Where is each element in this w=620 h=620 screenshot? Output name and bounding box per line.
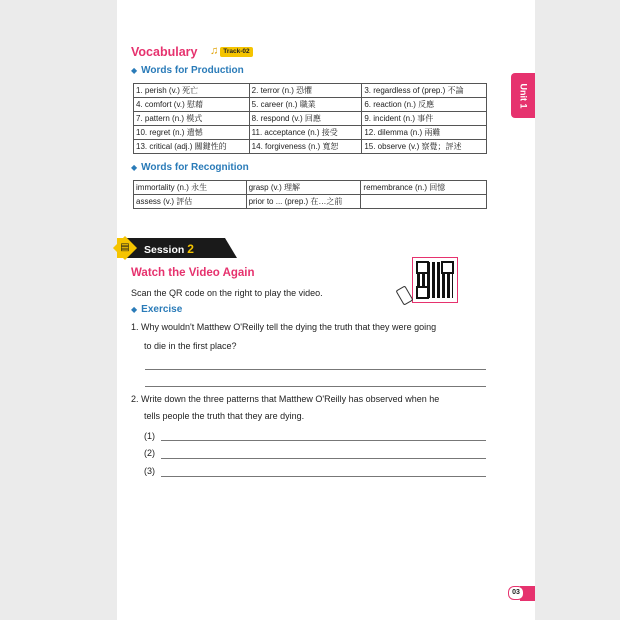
table-cell: 5. career (n.) 職業 [249, 98, 362, 112]
exercise-heading [131, 304, 182, 315]
table-cell [361, 195, 487, 209]
answer-item-label: (1) [144, 431, 155, 441]
question-1-line-2: to die in the first place? [144, 341, 237, 351]
track-label: Track-02 [220, 47, 252, 57]
answer-line[interactable] [161, 476, 486, 477]
table-cell: 14. forgiveness (n.) 寬恕 [249, 140, 362, 154]
vocabulary-title: Vocabulary [131, 45, 198, 59]
session-label [144, 242, 194, 256]
recognition-heading [131, 162, 249, 173]
session-number: 2 [187, 242, 194, 256]
table-row [134, 98, 487, 112]
watch-title: Watch the Video Again [131, 267, 255, 279]
diamond-icon: ◆ [131, 66, 138, 75]
table-row [134, 181, 487, 195]
table-row [134, 126, 487, 140]
track-badge[interactable] [210, 46, 253, 57]
unit-tab [511, 73, 535, 118]
page-number: 03 [508, 586, 524, 600]
table-cell: 7. pattern (n.) 模式 [134, 112, 250, 126]
answer-item-label: (3) [144, 466, 155, 476]
watch-instruction: Scan the QR code on the right to play the video. [131, 288, 323, 298]
question-2-line-1: 2. Write down the three patterns that Matthew O'Reilly has observed when he [131, 394, 440, 404]
table-cell: 3. regardless of (prep.) 不論 [362, 84, 487, 98]
table-cell: 1. perish (v.) 死亡 [134, 84, 250, 98]
answer-line[interactable] [145, 369, 486, 370]
exercise-heading-text: Exercise [141, 304, 183, 315]
music-note-icon: ♫ [210, 45, 219, 57]
table-cell: 6. reaction (n.) 反應 [362, 98, 487, 112]
production-heading-text: Words for Production [141, 65, 244, 76]
diamond-icon: ◆ [131, 305, 138, 314]
answer-line[interactable] [161, 440, 486, 441]
qr-corner-icon [416, 286, 429, 299]
table-cell: 2. terror (n.) 恐懼 [249, 84, 362, 98]
table-cell: assess (v.) 評估 [134, 195, 247, 209]
answer-item-label: (2) [144, 448, 155, 458]
table-cell: 12. dilemma (n.) 兩難 [362, 126, 487, 140]
table-row [134, 112, 487, 126]
table-cell: 13. critical (adj.) 關鍵性的 [134, 140, 250, 154]
production-heading [131, 65, 244, 76]
table-cell: 15. observe (v.) 察覺；評述 [362, 140, 487, 154]
qr-corner-icon [441, 261, 454, 274]
table-cell: prior to ... (prep.) 在…之前 [246, 195, 361, 209]
table-row [134, 195, 487, 209]
answer-line[interactable] [161, 458, 486, 459]
answer-line[interactable] [145, 386, 486, 387]
table-cell: 9. incident (n.) 事件 [362, 112, 487, 126]
table-cell: grasp (v.) 理解 [246, 181, 361, 195]
notebook-icon: ▤ [120, 242, 130, 253]
table-cell: remembrance (n.) 回憶 [361, 181, 487, 195]
table-cell: 10. regret (n.) 遺憾 [134, 126, 250, 140]
diamond-icon: ◆ [131, 163, 138, 172]
table-cell: 4. comfort (v.) 慰藉 [134, 98, 250, 112]
question-1-line-1: 1. Why wouldn't Matthew O'Reilly tell the dying the truth that they were going [131, 322, 437, 332]
table-cell: immortality (n.) 永生 [134, 181, 247, 195]
table-row [134, 140, 487, 154]
table-cell: 8. respond (v.) 回應 [249, 112, 362, 126]
unit-tab-label: Unit 1 [518, 82, 529, 109]
recognition-table [133, 180, 487, 209]
recognition-heading-text: Words for Recognition [141, 162, 249, 173]
table-row [134, 84, 487, 98]
session-word: Session [144, 244, 185, 256]
qr-code[interactable] [412, 257, 458, 303]
qr-corner-icon [416, 261, 429, 274]
table-cell: 11. acceptance (n.) 接受 [249, 126, 362, 140]
production-table [133, 83, 487, 154]
question-2-line-2: tells people the truth that they are dying. [144, 411, 305, 421]
